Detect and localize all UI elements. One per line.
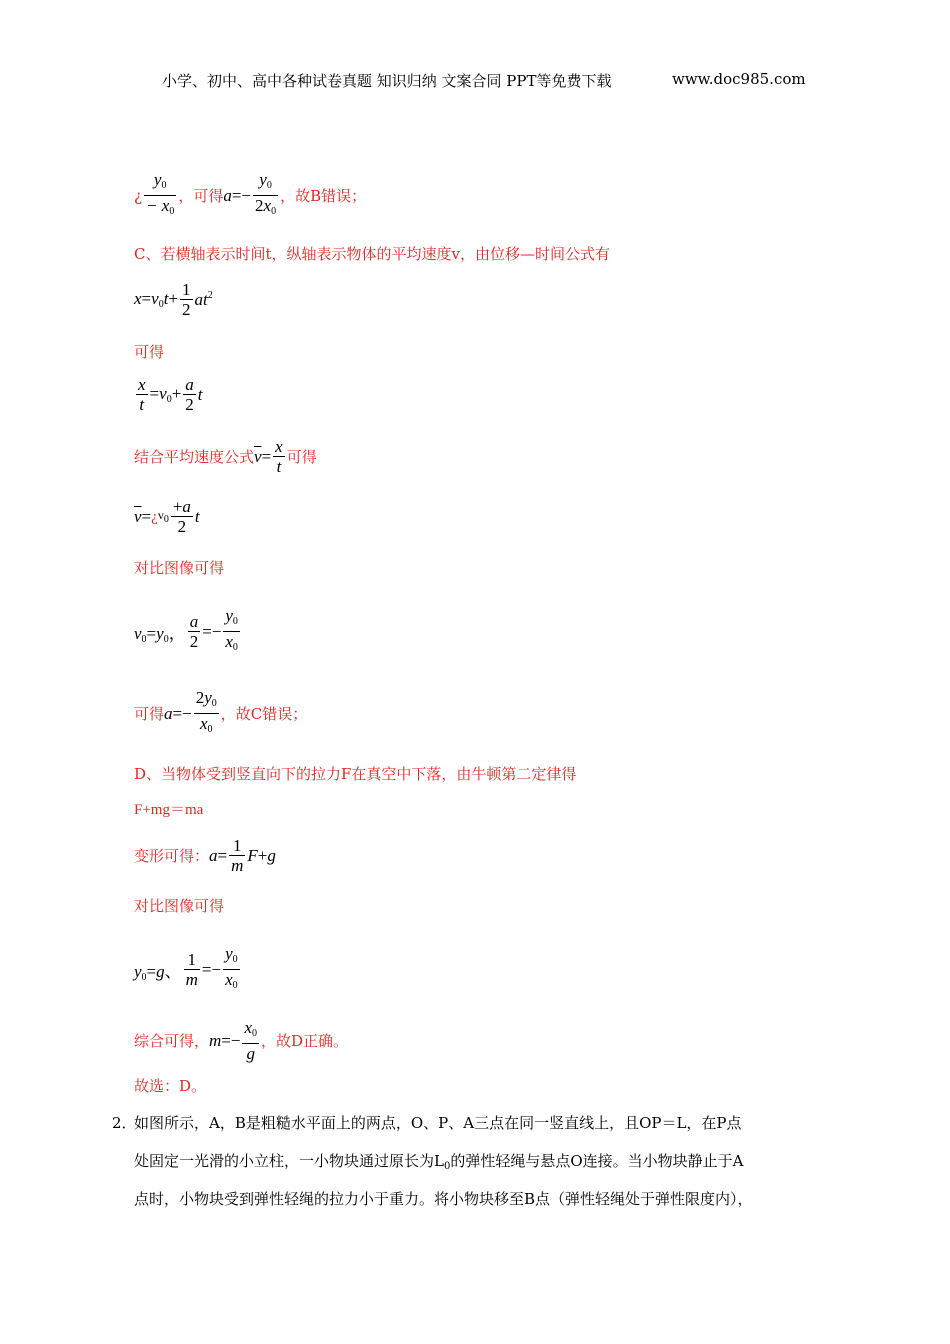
page-header <box>162 70 612 91</box>
fraction-y0-over-neg-x0: $\frac{y_0}{- x_0}$ <box>146 170 175 217</box>
fraction-2y0-over-x0: $\frac{2y_0}{x_0}$ <box>195 688 217 735</box>
d-result-tail: ，故D正确。 <box>261 1031 349 1050</box>
fraction-a-over-2: $\frac{a}{2}$ <box>185 375 194 414</box>
fraction-y0-over-x0-b: $\frac{y_0}{x_0}$ <box>225 944 238 991</box>
avg-suffix: 可得 <box>286 447 317 466</box>
fraction-1-over-m-b: $\frac{1}{m}$ <box>185 950 198 989</box>
fraction-y0-over-2x0: $\frac{y_0}{2x_0}$ <box>255 170 277 217</box>
c-result-line: 可得 a=− $\frac{2y_0}{x_0}$ ，故C错误； <box>134 688 307 739</box>
header-url <box>672 70 806 88</box>
b-conclusion-line <box>134 170 366 221</box>
fraction-x-over-t: $\frac{x}{t}$ <box>138 375 146 414</box>
c-result-prefix: 可得 <box>134 704 165 723</box>
d-result-prefix: 综合可得， <box>134 1031 210 1050</box>
q2-number: 2． <box>112 1114 137 1132</box>
compare-equations-c: $v_0=y_0$， $\frac{a}{2}$ =− $\frac{y_0}{x_0}$ <box>134 606 242 657</box>
answer-choice: 故选：D。 <box>134 1077 207 1095</box>
c-result-tail: ，故C错误； <box>220 704 308 723</box>
q2-line-2a: 处固定一光滑的小立柱，一小物块通过原长为L <box>134 1152 444 1170</box>
q2-line-3: 点时，小物块受到弹性轻绳的拉力小于重力。将小物块移至B点（弹性轻绳处于弹性限度内）， <box>134 1190 753 1208</box>
fraction-x0-over-g: $\frac{x_0}{g}$ <box>244 1018 258 1063</box>
c-title: C、若横轴表示时间t，纵轴表示物体的平均速度v，由位移—时间公式有 <box>134 245 610 263</box>
fraction-y0-over-x0: $\frac{y_0}{x_0}$ <box>225 606 238 653</box>
fraction-half: $\frac{1}{2}$ <box>182 280 191 319</box>
q2-line-2 <box>134 1151 743 1177</box>
fraction-x-over-t-2: $\frac{x}{t}$ <box>275 437 283 476</box>
displacement-equation: $x=v_0t+$ $\frac{1}{2}$ $at^2$ <box>134 280 213 319</box>
q2-line-2-sub: 0 <box>443 1161 451 1172</box>
header-url-text: www.doc985.com <box>672 70 806 88</box>
d-transform-text: 变形可得： <box>134 846 210 865</box>
d-transform-line: 变形可得： a= $\frac{1}{m}$ F+g <box>134 836 276 875</box>
a-equals: a=− <box>223 185 252 205</box>
avg-velocity-formula-line: 结合平均速度公式 $\overline{v}=$ $\frac{x}{t}$ 可得 <box>134 437 317 476</box>
garbled-mark-2: ¿ <box>151 508 158 525</box>
q2-line-2b: 的弹性轻绳与悬点O连接。当小物块静止于A <box>450 1152 744 1170</box>
header-left-text: 小学、初中、高中各种试卷真题 知识归纳 文案合同 PPT等免费下载 <box>162 72 612 90</box>
compare-text-1: 对比图像可得 <box>134 559 225 577</box>
d-title: D、当物体受到竖直向下的拉力F在真空中下落，由牛顿第二定律得 <box>134 765 577 783</box>
average-velocity-equation: $\frac{x}{t}$ $=v_0+$ $\frac{a}{2}$ t <box>138 375 203 414</box>
b-kede-text: ，可得 <box>178 186 224 205</box>
fraction-1-over-m: $\frac{1}{m}$ <box>231 836 244 875</box>
b-wrong-text: ，故B错误； <box>280 186 367 205</box>
compare-text-2: 对比图像可得 <box>134 897 225 915</box>
fraction-plus-a-over-2: $\frac{+a}{2}$ <box>172 497 191 536</box>
kede-text-1: 可得 <box>134 343 165 361</box>
avg-prefix: 结合平均速度公式 <box>134 447 255 466</box>
fraction-a-over-2-b: $\frac{a}{2}$ <box>189 612 199 651</box>
garbled-mark: ¿ <box>134 186 143 205</box>
d-result-line: 综合可得， m=− $\frac{x_0}{g}$ ，故D正确。 <box>134 1018 349 1063</box>
compare-equations-d: $y_0=g$、 $\frac{1}{m}$ =− $\frac{y_0}{x_0}$ <box>134 944 242 995</box>
q2-line-1: 如图所示，A，B是粗糙水平面上的两点，O、P、A三点在同一竖直线上，且OP＝L，在P点 <box>134 1114 742 1132</box>
d-newton-equation: F+mg＝ma <box>134 802 204 818</box>
vbar-equation: $\overline{v}=$ ¿ $v_0$ $\frac{+a}{2}$ t <box>134 497 200 536</box>
